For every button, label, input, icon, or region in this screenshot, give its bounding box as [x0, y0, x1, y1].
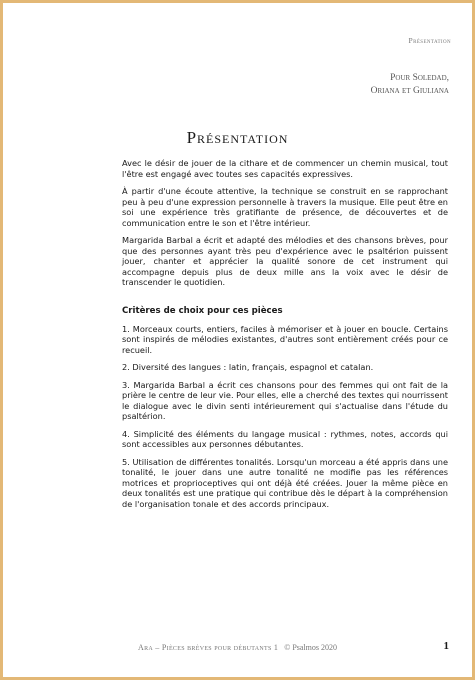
criteria-item-3: 3. Margarida Barbal a écrit ces chansons pour des femmes qui ont fait de la prière le centre de leur vie. Pour elles, elle a cherché des textes qui nourrissent le dialogue avec le divin senti intérieurement qui s'actualise dans l'étude du psaltérion. [122, 379, 448, 421]
footer-book-title: Ara – Pièces brèves pour débutants 1 [138, 643, 279, 652]
criteria-item-1: 1. Morceaux courts, entiers, faciles à mémoriser et à jouer en boucle. Certains sont inspirés de mélodies existantes, d'autres sont entièrement créés pour ce recueil. [122, 323, 448, 355]
running-header: Présentation [408, 36, 451, 45]
criteria-heading: Critères de choix pour ces pièces [122, 305, 283, 316]
page-title: Présentation [186, 128, 289, 147]
criteria-item-5: 5. Utilisation de différentes tonalités. Lorsqu'un morceau a été appris dans une tonalité, le jouer dans une autre tonalité ne modifie pas les références motrices et proprioceptives qui ont déjà été créées. Jouer la même pièce en deux tonalités est une pratique qui contribue dès le départ à la compréhension de l'organisation tonale et des accords principaux. [122, 456, 448, 509]
running-footer [0, 643, 475, 652]
dedication [371, 72, 449, 98]
footer-copyright: © Psalmos 2020 [284, 643, 337, 652]
criteria-item-4: 4. Simplicité des éléments du langage musical : rythmes, notes, accords qui sont accessibles aux personnes débutantes. [122, 428, 448, 449]
intro-paragraph-1: Avec le désir de jouer de la cithare et de commencer un chemin musical, tout l'être est engagé avec toutes ses capacités expressives. [122, 158, 448, 179]
page-number: 1 [443, 640, 449, 652]
criteria-item-2: 2. Diversité des langues : latin, français, espagnol et catalan. [122, 362, 374, 372]
dedication-line-2: Oriana et Giuliana [370, 86, 449, 96]
body-text [122, 158, 448, 516]
intro-paragraph-2: À partir d'une écoute attentive, la technique se construit en se rapprochant peu à peu d'une expression personnelle à travers la musique. Elle peut être en soi une expérience très gratifiante de présence, de découvertes et de communication entre le son et l'être intérieur. [122, 186, 448, 228]
dedication-line-1: Pour Soledad, [390, 73, 449, 83]
intro-paragraph-3: Margarida Barbal a écrit et adapté des mélodies et des chansons brèves, pour que des personnes ayant très peu d'expérience avec le psaltérion puissent jouer, chanter et apprécier la qualité sonore de cet instrument qui accompagne depuis plus de deux mille ans la voix avec le désir de transcender le quotidien. [122, 235, 448, 287]
